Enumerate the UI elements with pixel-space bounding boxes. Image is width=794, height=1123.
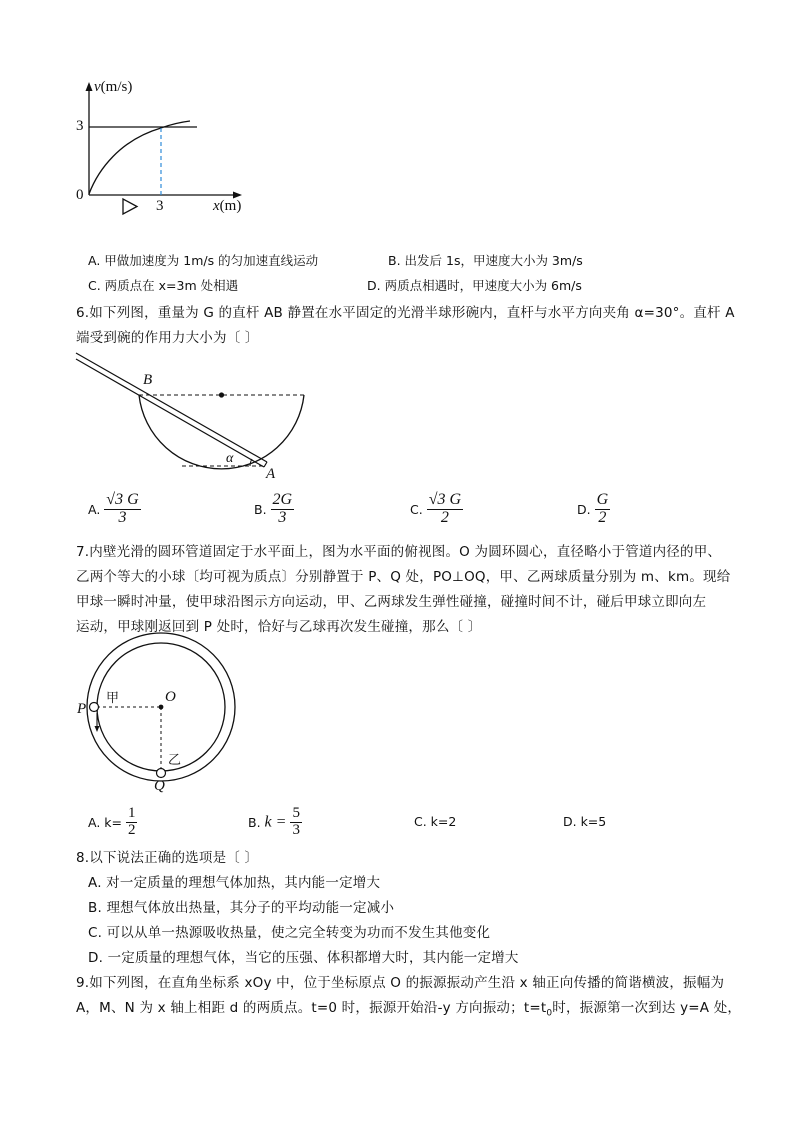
q7-stem-line2: 乙两个等大的小球〔均可视为质点〕分别静置于 P、Q 处，PO⊥OQ，甲、乙两球质量分别为 m、km。现给 bbox=[76, 569, 731, 585]
label-jia: 甲 bbox=[106, 691, 120, 706]
label-yi: 乙 bbox=[168, 753, 182, 768]
q6-option-d[interactable]: D. $\frac{G}{2}$ bbox=[577, 491, 609, 526]
q6-option-a[interactable]: A. $\frac{√3 G}{3}$ bbox=[88, 491, 139, 526]
q8-option-c[interactable]: C. 可以从单一热源吸收热量，使之完全转变为功而不发生其他变化 bbox=[88, 925, 491, 941]
label-a: A bbox=[266, 466, 276, 482]
ball-yi bbox=[157, 769, 166, 778]
q7-option-c[interactable]: C. k=2 bbox=[414, 814, 457, 829]
q9-stem-line1: 9.如下列图，在直角坐标系 xOy 中，位于坐标原点 O 的振源振动产生沿 x 轴正向传播的简谐横波，振幅为 bbox=[76, 975, 725, 991]
q5-option-c[interactable]: C. 两质点在 x=3m 处相遇 bbox=[88, 278, 239, 293]
y-axis-label: v(m/s) bbox=[94, 79, 133, 95]
q7-option-b[interactable]: B. k = $\frac{5}{3}$ bbox=[248, 805, 300, 838]
q6-stem-line2: 端受到碗的作用力大小为〔 〕 bbox=[76, 330, 259, 346]
q8-option-d[interactable]: D. 一定质量的理想气体，当它的压强、体积都增大时，其内能一定增大 bbox=[88, 950, 519, 966]
q6-opt-a-numerator: √3 G bbox=[106, 491, 139, 508]
q7-option-d[interactable]: D. k=5 bbox=[563, 814, 607, 829]
q7-stem-line1: 7.内壁光滑的圆环管道固定于水平面上，图为水平面的俯视图。O 为圆环圆心，直径略小于管道内径的甲、 bbox=[76, 544, 722, 560]
q6-option-b[interactable]: B. $\frac{2G}{3}$ bbox=[254, 491, 293, 526]
ball-jia bbox=[90, 703, 99, 712]
x-axis-label: x(m) bbox=[213, 198, 242, 214]
q7-option-a[interactable]: A. k= $\frac{1}{2}$ bbox=[88, 805, 136, 838]
label-b: B bbox=[143, 372, 153, 388]
label-o: O bbox=[165, 689, 176, 705]
q6-stem-line1: 6.如下列图，重量为 G 的直杆 AB 静置在水平固定的光滑半球形碗内，直杆与水平方向夹角 α=30°。直杆 A bbox=[76, 305, 735, 321]
q6-option-c[interactable]: C. $\frac{√3 G}{2}$ bbox=[410, 491, 462, 526]
q8-stem: 8.以下说法正确的选项是〔 〕 bbox=[76, 850, 259, 866]
q5-option-b[interactable]: B. 出发后 1s，甲速度大小为 3m/s bbox=[388, 253, 583, 268]
motion-arrow-head bbox=[95, 726, 100, 732]
label-alpha: α bbox=[226, 451, 234, 466]
origin-label: 0 bbox=[76, 187, 84, 203]
q8-option-b[interactable]: B. 理想气体放出热量，其分子的平均动能一定减小 bbox=[88, 900, 395, 916]
tick-label-y3: 3 bbox=[76, 118, 84, 134]
q5-option-d[interactable]: D. 两质点相遇时，甲速度大小为 6m/s bbox=[367, 278, 582, 293]
q7-stem-line4: 运动，甲球刚返回到 P 处时，恰好与乙球再次发生碰撞，那么〔 〕 bbox=[76, 619, 482, 635]
label-q: Q bbox=[154, 778, 165, 794]
label-p: P bbox=[77, 701, 87, 717]
tick-label-x3: 3 bbox=[156, 198, 164, 214]
q5-option-a[interactable]: A. 甲做加速度为 1m/s 的匀加速直线运动 bbox=[88, 253, 319, 268]
q8-option-a[interactable]: A. 对一定质量的理想气体加热，其内能一定增大 bbox=[88, 875, 381, 891]
q9-stem-line2: A，M、N 为 x 轴上相距 d 的两质点。t=0 时，振源开始沿-y 方向振动；$t=t_0$时，振源第一次到达 y=A 处， bbox=[76, 1000, 742, 1019]
q7-stem-line3: 甲球一瞬时冲量，使甲球沿图示方向运动，甲、乙两球发生弹性碰撞，碰撞时间不计，碰后甲球立即向左 bbox=[76, 594, 707, 610]
